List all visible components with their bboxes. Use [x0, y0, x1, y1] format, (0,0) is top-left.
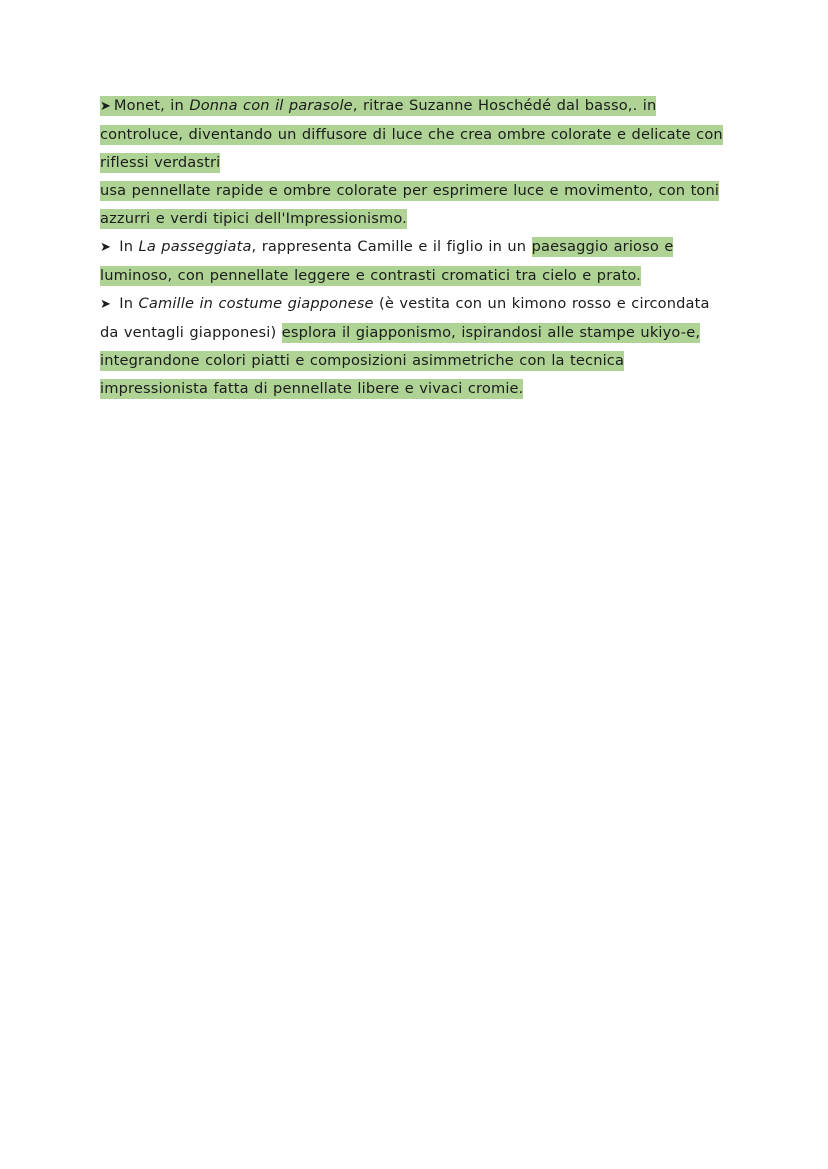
paragraph-1-seg-3: , ritrae Suzanne Hoschédé dal basso,. in controluce, diventando un diffusore di luce che crea ombre colorate e delicate con riflessi verdastri — [100, 97, 723, 171]
paragraph-2-seg-1: usa pennellate rapide e ombre colorate per esprimere luce e movimento, con toni azzurri e verdi tipici dell'Impressionismo. — [100, 182, 720, 227]
paragraph-4 — [100, 290, 728, 403]
paragraph-3 — [100, 233, 728, 290]
paragraph-1-title: Donna con il parasole — [189, 97, 353, 114]
bullet-icon-3: ➤ — [100, 240, 111, 255]
paragraph-4-seg-4: esplora il giapponismo, ispirandosi alle stampe ukiyo-e, integrandone colori piatti e composizioni asimmetriche con la tecnica impressionista fatta di pennellate libere e vivaci cromie. — [100, 324, 701, 397]
paragraph-4-title: Camille in costume giapponese — [138, 295, 374, 312]
paragraph-1 — [100, 92, 728, 177]
paragraph-3-seg-4: paesaggio arioso e luminoso, con pennellate leggere e contrasti cromatici tra cielo e prato. — [100, 238, 674, 284]
paragraph-2 — [100, 177, 728, 233]
paragraph-3-seg-1: In — [113, 238, 139, 255]
bullet-icon-1: ➤ — [100, 99, 111, 114]
paragraph-4-seg-1: In — [113, 295, 139, 312]
bullet-icon-4: ➤ — [100, 297, 111, 312]
paragraph-1-seg-1: Monet, in — [113, 97, 190, 114]
paragraph-4-seg-3: (è vestita con un kimono rosso e circondata da ventagli giapponesi) — [100, 295, 710, 341]
document-body — [100, 92, 728, 403]
paragraph-3-seg-3: , rappresenta Camille e il figlio in un — [251, 238, 532, 255]
paragraph-3-title: La passeggiata — [138, 238, 252, 255]
